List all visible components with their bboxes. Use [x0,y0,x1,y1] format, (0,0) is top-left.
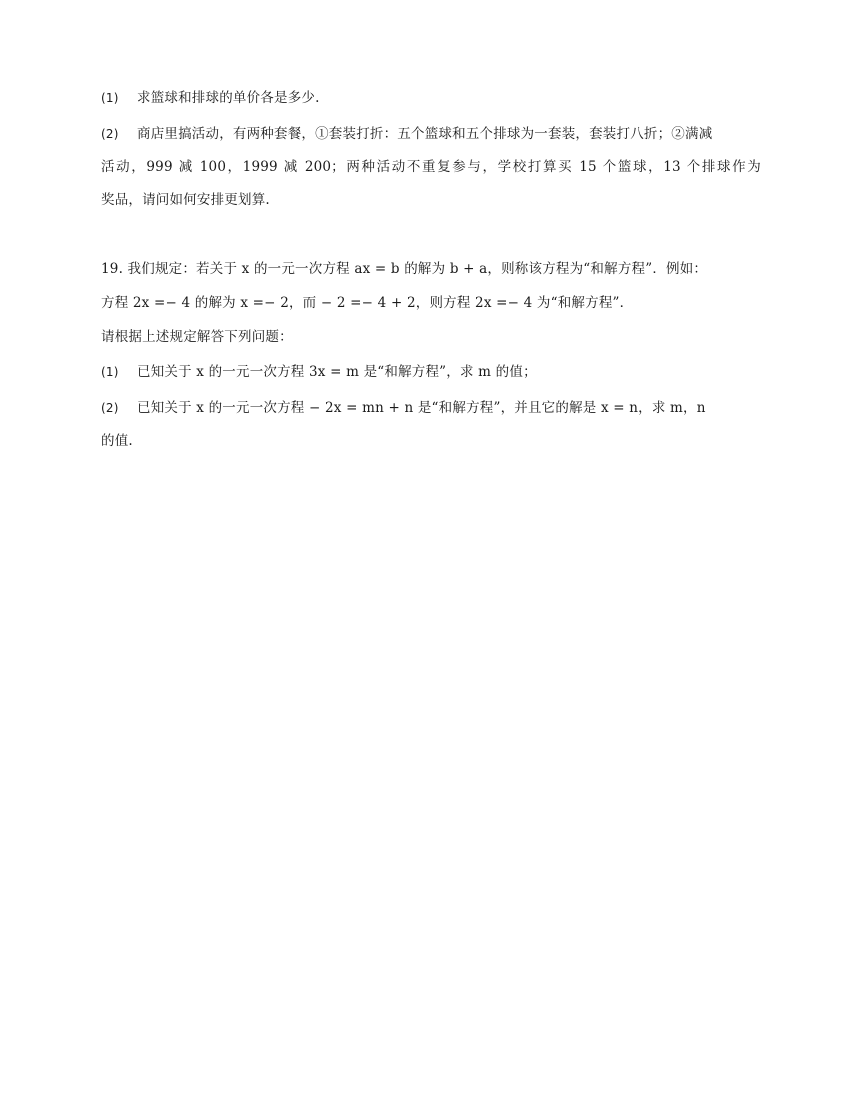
q19-intro-line1: 19. 我们规定：若关于 x 的一元一次方程 ax = b 的解为 b + a，则称该方程为“和解方程”．例如： [101,261,708,277]
q19-part2-text-line1: 已知关于 x 的一元一次方程 − 2x = mn + n 是“和解方程”，并且它的解是 x = n，求 m，n [137,400,706,416]
q19-part2-number: (2) [101,401,119,415]
q19-part2-text-line2: 的值. [101,433,133,449]
q18-part1-text: 求篮球和排球的单价各是多少. [137,90,320,106]
q18-part2-text-line3: 奖品，请问如何安排更划算. [101,192,270,208]
q18-part2-number: (2) [101,127,119,141]
q18-part1-number: (1) [101,91,119,105]
q19-part2-line1 [101,398,761,418]
q19-intro-line2: 方程 2x =− 4 的解为 x =− 2，而 − 2 =− 4 + 2，则方程 2x =− 4 为“和解方程”． [101,295,634,311]
q18-part2-text-line2: 活动，999 减 100，1999 减 200；两种活动不重复参与，学校打算买 15 个篮球，13 个排球作为 [101,159,761,175]
q19-part1-text: 已知关于 x 的一元一次方程 3x = m 是“和解方程”，求 m 的值； [137,364,537,380]
q19-part1 [101,362,761,382]
q19-part1-number: (1) [101,365,119,379]
q18-part2-line1 [101,124,761,144]
q18-part1 [101,88,761,108]
q18-part2-text-line1: 商店里搞活动，有两种套餐，①套装打折：五个篮球和五个排球为一套装，套装打八折；②满减 [137,126,713,142]
q19-instruction: 请根据上述规定解答下列问题： [101,329,293,345]
